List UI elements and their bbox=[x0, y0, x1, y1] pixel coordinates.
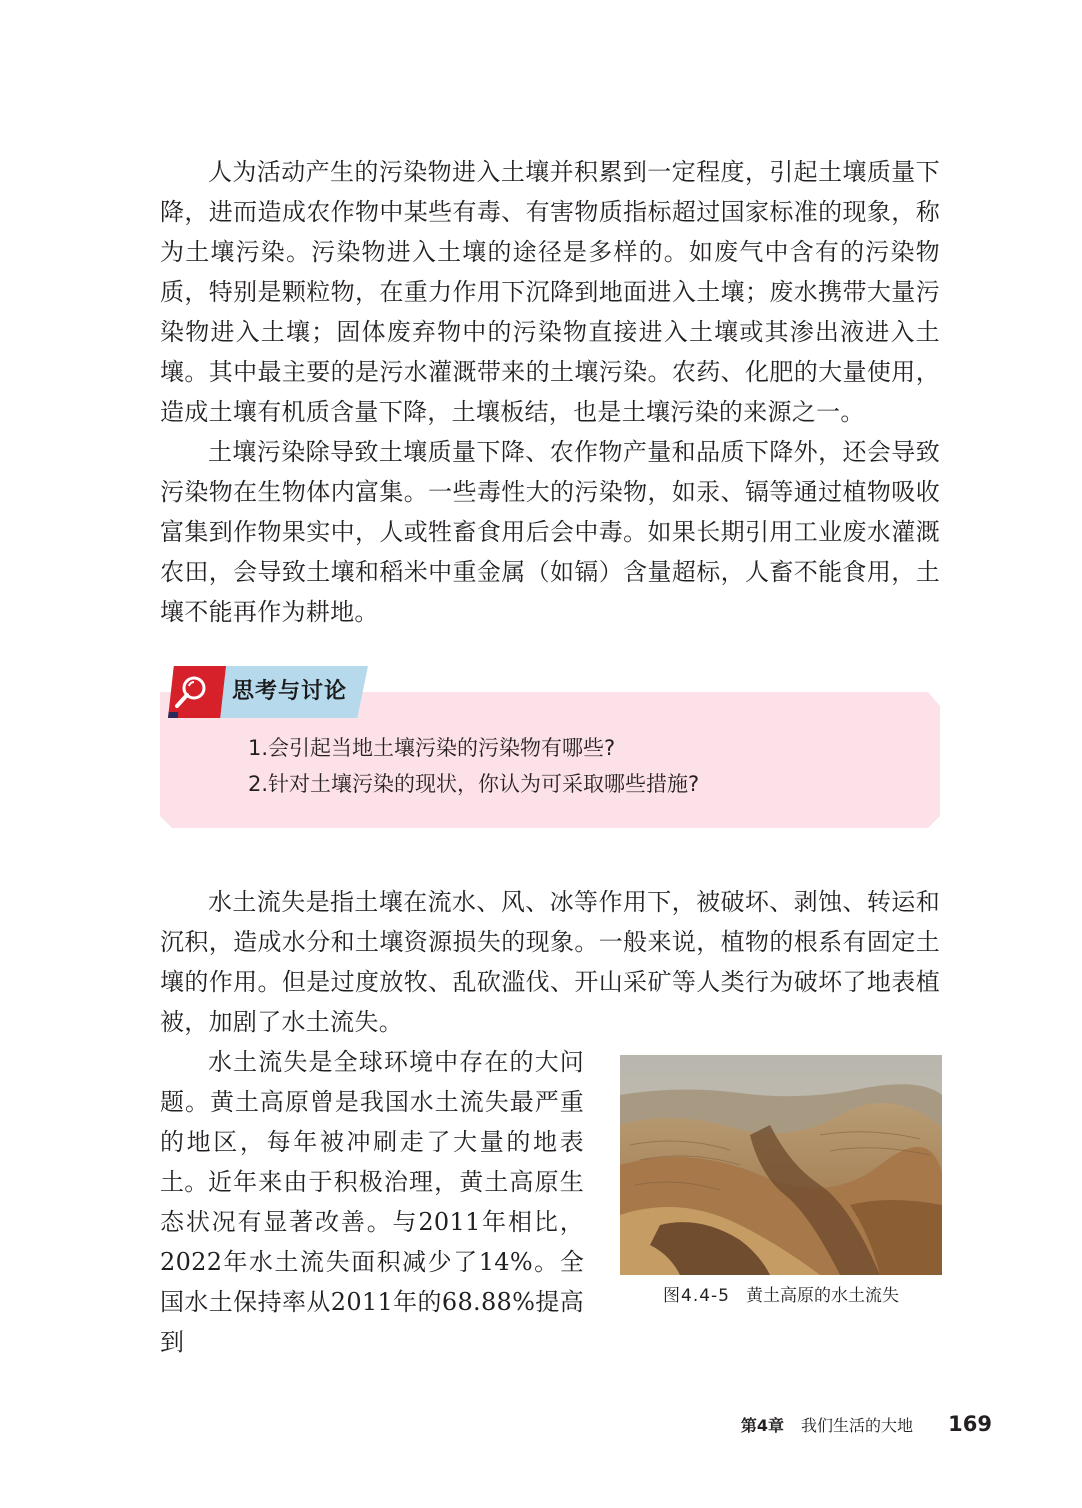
chapter-title: 我们生活的大地 bbox=[801, 1416, 914, 1435]
magnifier-icon bbox=[172, 672, 212, 712]
page-number: 169 bbox=[948, 1412, 992, 1436]
chapter-label: 第4章 bbox=[740, 1416, 784, 1435]
paragraph-loess-improvement: 近年来由于积极治理，黄土高原生态状况有显著改善。与2011年相比，2022年水土流失面积减少了14%。全国水土保持率从2011年的68.88%提高到 bbox=[160, 1168, 584, 1356]
figure-number: 图4.4-5 bbox=[663, 1286, 730, 1306]
discussion-title: 思考与讨论 bbox=[232, 679, 348, 704]
discussion-question-1: 1.会引起当地土壤污染的污染物有哪些? bbox=[248, 736, 616, 760]
paragraph-soil-pollution-definition: 人为活动产生的污染物进入土壤并积累到一定程度，引起土壤质量下降，进而造成农作物中某些有毒、有害物质指标超过国家标准的现象，称为土壤污染。污染物进入土壤的途径是多样的。如废气中含有的污染物质，特别是颗粒物，在重力作用下沉降到地面进入土壤；废水携带大量污染物进入土壤；固体废弃物中的污染物直接进入土壤或其渗出液进入土壤。其中最主要的是污水灌溉带来的土壤污染。农药、化肥的大量使用，造成土壤有机质含量下降，土壤板结，也是土壤污染的来源之一。 bbox=[160, 158, 940, 426]
loess-plateau-photo bbox=[620, 1055, 942, 1275]
paragraph-soil-erosion-definition: 水土流失是指土壤在流水、风、冰等作用下，被破坏、剥蚀、转运和沉积，造成水分和土壤资源损失的现象。一般来说，植物的根系有固定土壤的作用。但是过度放牧、乱砍滥伐、开山采矿等人类行为破坏了地表植被，加剧了水土流失。 bbox=[160, 888, 940, 1036]
paragraph-loess-plateau: 水土流失是全球环境中存在的大问题。黄土高原曾是我国水土流失最严重的地区，每年被冲刷走了大量的地表土。 bbox=[160, 1048, 584, 1196]
discussion-question-2: 2.针对土壤污染的现状，你认为可采取哪些措施? bbox=[248, 772, 700, 796]
figure-title: 黄土高原的水土流失 bbox=[746, 1286, 899, 1306]
figure-caption bbox=[620, 1284, 942, 1308]
discussion-header bbox=[160, 666, 368, 718]
page-footer bbox=[741, 1412, 992, 1436]
paragraph-soil-pollution-effects: 土壤污染除导致土壤质量下降、农作物产量和品质下降外，还会导致污染物在生物体内富集。一些毒性大的污染物，如汞、镉等通过植物吸收富集到作物果实中，人或牲畜食用后会中毒。如果长期引用工业废水灌溉农田，会导致土壤和稻米中重金属（如镉）含量超标，人畜不能食用，土壤不能再作为耕地。 bbox=[160, 438, 940, 626]
